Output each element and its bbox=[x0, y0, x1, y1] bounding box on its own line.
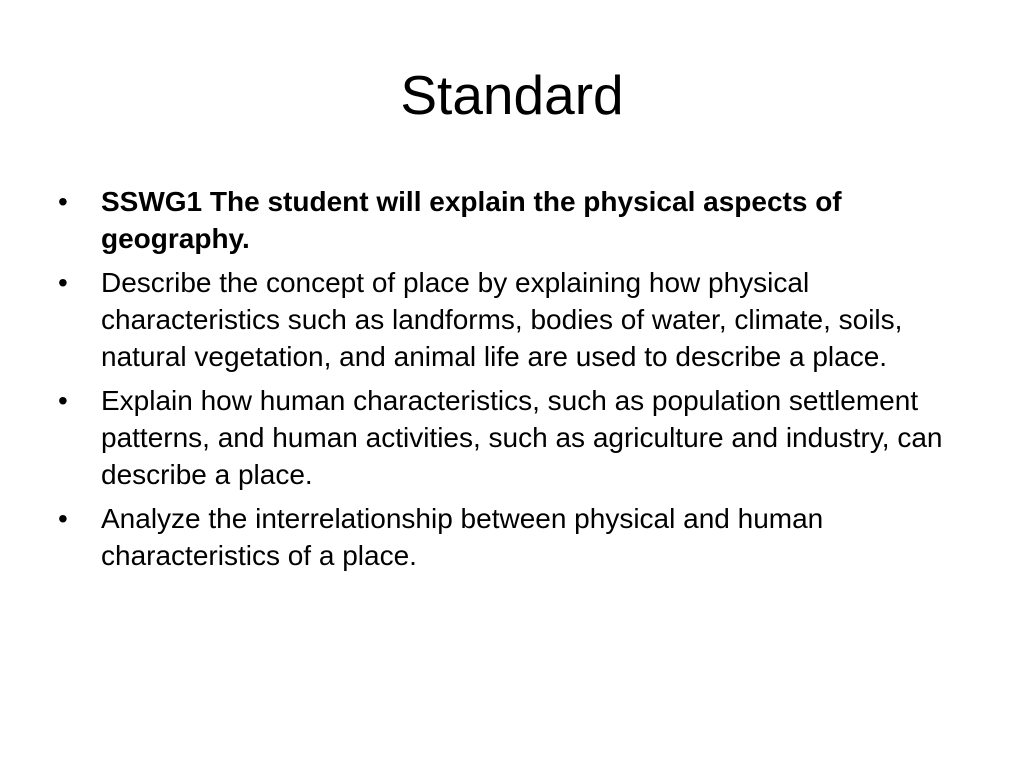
bullet-marker: • bbox=[58, 186, 68, 217]
bullet-item-physical bbox=[58, 264, 978, 375]
bullet-marker: • bbox=[58, 385, 68, 416]
bullet-item-human bbox=[58, 382, 978, 493]
bullet-item-interrelationship bbox=[58, 500, 978, 574]
bullet-text: Describe the concept of place by explaining how physical characteristics such as landforms, bodies of water, climate, soils, natural vegetation, and animal life are used to describe a place. bbox=[101, 267, 903, 372]
bullet-text: Explain how human characteristics, such as population settlement patterns, and human activities, such as agriculture and industry, can describe a place. bbox=[101, 385, 943, 490]
bullet-text: SSWG1 The student will explain the physical aspects of geography. bbox=[101, 186, 842, 254]
slide-title: Standard bbox=[400, 64, 624, 126]
bullet-text: Analyze the interrelationship between physical and human characteristics of a place. bbox=[101, 503, 824, 571]
bullet-item-standard bbox=[58, 183, 978, 257]
bullet-marker: • bbox=[58, 503, 68, 534]
bullet-list bbox=[58, 183, 978, 581]
bullet-marker: • bbox=[58, 267, 68, 298]
